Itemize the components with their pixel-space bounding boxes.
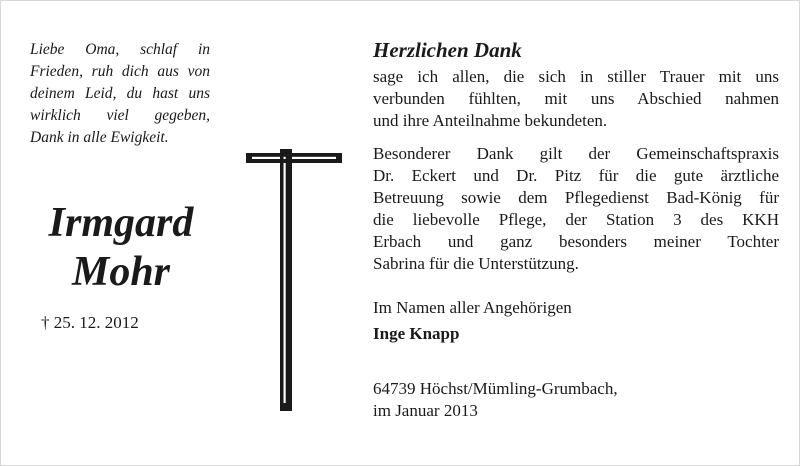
text-line: Betreuung sowie dem Pflegedienst Bad-König für	[373, 188, 779, 207]
death-date: † 25. 12. 2012	[41, 313, 139, 332]
poem-line: wirklich viel gegeben,	[30, 107, 210, 124]
text-line: die liebevolle Pflege, der Station 3 des KKH	[373, 210, 779, 229]
text-line: sage ich allen, die sich in stiller Trauer mit uns	[373, 67, 779, 86]
poem	[30, 39, 210, 149]
text-line: Erbach und ganz besonders meiner Tochter	[373, 232, 779, 251]
place: 64739 Höchst/Mümling-Grumbach,	[373, 379, 618, 398]
signer-name: Inge Knapp	[373, 324, 460, 343]
date: im Januar 2013	[373, 401, 478, 420]
deceased-first-name: Irmgard	[48, 200, 194, 246]
thanks-section	[373, 37, 779, 422]
deceased-last-name: Mohr	[71, 249, 171, 295]
closing-line: Im Namen aller Angehörigen	[373, 298, 572, 317]
thanks-heading: Herzlichen Dank	[373, 38, 522, 62]
poem-line: Frieden, ruh dich aus von	[30, 63, 210, 80]
text-line: Dr. Eckert und Dr. Pitz für die gute ärztliche	[373, 166, 779, 185]
text-line: Besonderer Dank gilt der Gemeinschaftspraxis	[373, 144, 779, 163]
poem-line: deinem Leid, du hast uns	[30, 85, 210, 102]
thanks-paragraph	[373, 66, 779, 132]
text-line: Sabrina für die Unterstützung.	[373, 254, 579, 273]
cross-icon	[244, 149, 344, 411]
deceased-name	[31, 199, 211, 297]
place-and-date	[373, 378, 779, 422]
special-thanks-paragraph	[373, 143, 779, 275]
poem-line: Liebe Oma, schlaf in	[30, 41, 210, 58]
text-line: und ihre Anteilnahme bekundeten.	[373, 111, 608, 130]
text-line: verbunden fühlten, mit uns Abschied nahmen	[373, 89, 779, 108]
poem-line: Dank in alle Ewigkeit.	[30, 129, 169, 146]
